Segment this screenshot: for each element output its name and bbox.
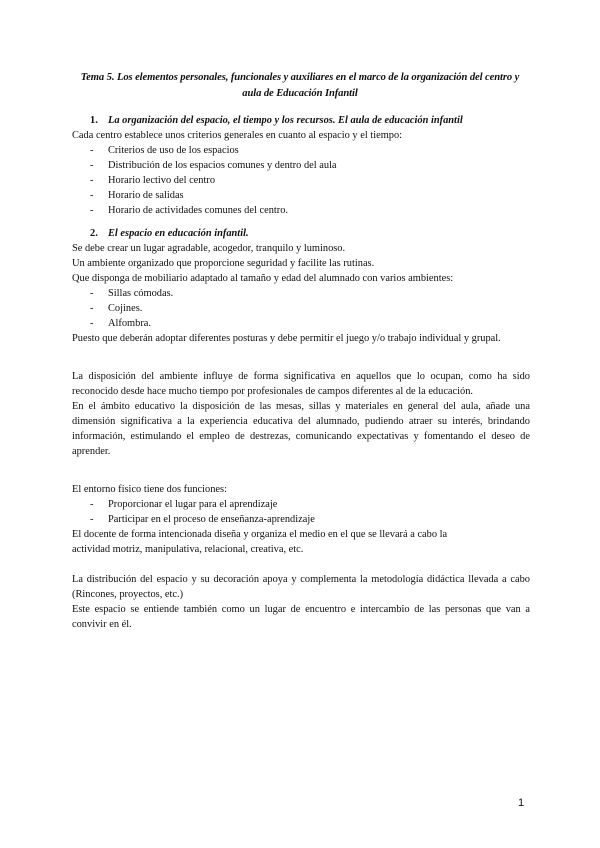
list-item-text: Criterios de uso de los espacios bbox=[108, 145, 239, 156]
list-item bbox=[72, 203, 530, 218]
functions-intro: El entorno físico tiene dos funciones: bbox=[72, 484, 227, 495]
list-item-text: Sillas cómodas. bbox=[108, 288, 174, 299]
section-1-number: 1. bbox=[90, 115, 98, 126]
section-2-line: Se debe crear un lugar agradable, acogedor, tranquilo y luminoso. bbox=[72, 243, 346, 254]
teacher-line: actividad motriz, manipulativa, relacional, creativa, etc. bbox=[72, 544, 304, 555]
section-1-heading bbox=[72, 113, 530, 128]
list-item bbox=[72, 497, 530, 512]
dash-bullet: - bbox=[90, 205, 94, 216]
dash-bullet: - bbox=[90, 288, 94, 299]
section-2-after-list: Puesto que deberán adoptar diferentes posturas y debe permitir el juego y/o trabajo individual y grupal. bbox=[72, 333, 501, 344]
section-2-line: Que disponga de mobiliario adaptado al tamaño y edad del alumnado con varios ambientes: bbox=[72, 273, 454, 284]
dash-bullet: - bbox=[90, 303, 94, 314]
list-item bbox=[72, 301, 530, 316]
section-1-list bbox=[72, 143, 530, 218]
list-item-text: Participar en el proceso de enseñanza-aprendizaje bbox=[108, 514, 315, 525]
list-item bbox=[72, 143, 530, 158]
list-item bbox=[72, 316, 530, 331]
functions-list bbox=[72, 497, 530, 527]
paragraph: La disposición del ambiente influye de forma significativa en aquellos que lo ocupan, como ha sido reconocido desde hace mucho tiempo por profesionales de campos diferentes al de la educación. bbox=[72, 371, 530, 397]
dash-bullet: - bbox=[90, 190, 94, 201]
list-item-text: Horario lectivo del centro bbox=[108, 175, 216, 186]
dash-bullet: - bbox=[90, 175, 94, 186]
section-2-line: Un ambiente organizado que proporcione seguridad y facilite las rutinas. bbox=[72, 258, 375, 269]
document-body bbox=[72, 113, 530, 632]
list-item bbox=[72, 286, 530, 301]
list-item-text: Proporcionar el lugar para el aprendizaje bbox=[108, 499, 278, 510]
section-1-intro: Cada centro establece unos criterios generales en cuanto al espacio y el tiempo: bbox=[72, 130, 403, 141]
dash-bullet: - bbox=[90, 318, 94, 329]
paragraph: La distribución del espacio y su decoración apoya y complementa la metodología didáctica llevada a cabo (Rincones, proyectos, etc.) bbox=[72, 574, 530, 600]
dash-bullet: - bbox=[90, 514, 94, 525]
dash-bullet: - bbox=[90, 145, 94, 156]
dash-bullet: - bbox=[90, 499, 94, 510]
list-item-text: Distribución de los espacios comunes y dentro del aula bbox=[108, 160, 337, 171]
section-2-heading-text: El espacio en educación infantil. bbox=[108, 228, 249, 239]
paragraph: Este espacio se entiende también como un lugar de encuentro e intercambio de las personas que van a convivir en él. bbox=[72, 604, 530, 630]
page-number: 1 bbox=[518, 797, 525, 809]
dash-bullet: - bbox=[90, 160, 94, 171]
paragraph: En el ámbito educativo la disposición de las mesas, sillas y materiales en general del aula, añade una dimensión significativa a la experiencia educativa del alumnado, pudiendo atraer su interés, brindando información, estimulando el empleo de destrezas, comunicando expectativas y fomentando el deseo de aprender. bbox=[72, 401, 530, 457]
list-item-text: Horario de actividades comunes del centro. bbox=[108, 205, 289, 216]
list-item-text: Cojines. bbox=[108, 303, 143, 314]
section-2-number: 2. bbox=[90, 228, 98, 239]
section-2-list bbox=[72, 286, 530, 331]
teacher-line: El docente de forma intencionada diseña y organiza el medio en el que se llevará a cabo la bbox=[72, 529, 448, 540]
list-item bbox=[72, 158, 530, 173]
list-item bbox=[72, 173, 530, 188]
list-item-text: Horario de salidas bbox=[108, 190, 184, 201]
section-2-heading bbox=[72, 226, 530, 241]
list-item bbox=[72, 512, 530, 527]
document-title: Tema 5. Los elementos personales, funcionales y auxiliares en el marco de la organización del centro y aula de Educación Infantil bbox=[80, 72, 520, 99]
list-item bbox=[72, 188, 530, 203]
list-item-text: Alfombra. bbox=[108, 318, 151, 329]
section-1-heading-text: La organización del espacio, el tiempo y los recursos. El aula de educación infantil bbox=[108, 115, 463, 126]
